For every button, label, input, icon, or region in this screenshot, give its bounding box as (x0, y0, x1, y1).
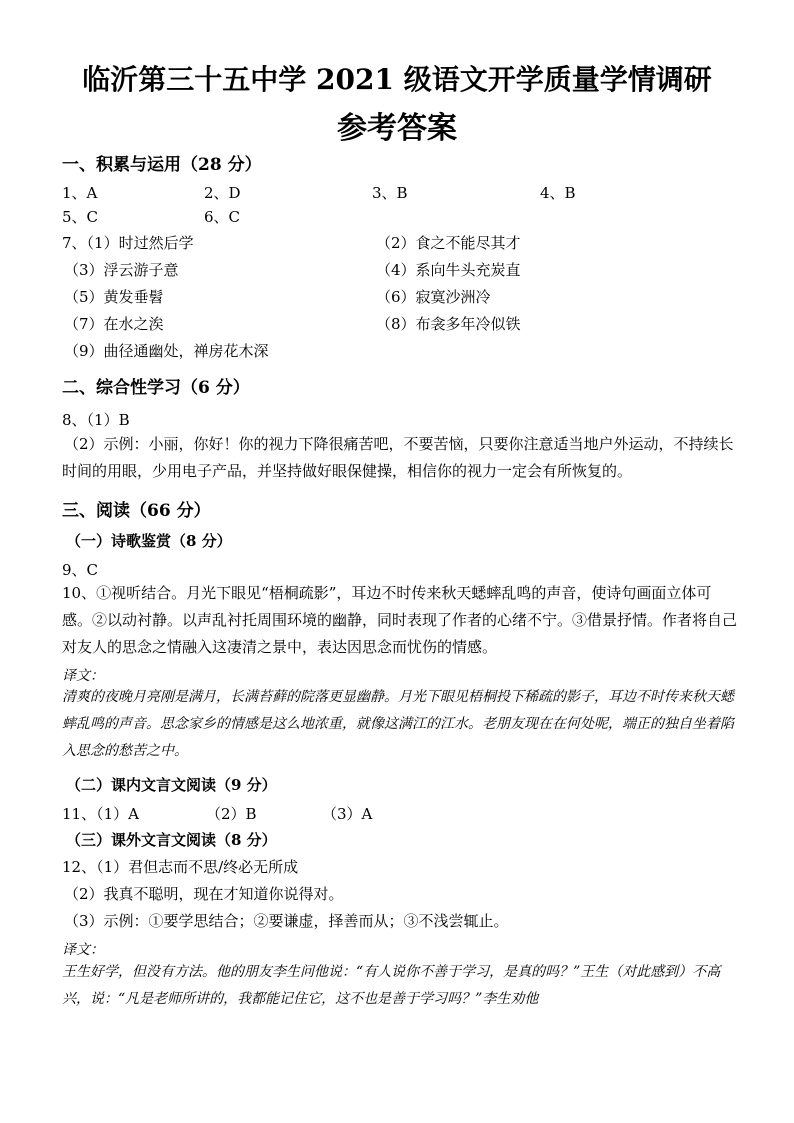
answer-7-8: （8）布衾多年冷似铁 (376, 315, 521, 333)
section-3-heading: 三、阅读（66 分） (62, 501, 211, 521)
answer-7-6: （6）寂寞沙洲冷 (376, 288, 491, 306)
answer-7-5: （5）黄发垂髫 (64, 288, 164, 306)
document-subtitle: 参考答案 (337, 111, 457, 146)
answer-2: 2、D (204, 184, 241, 202)
section-1-heading: 一、积累与运用（28 分） (62, 155, 262, 175)
answer-10: 10、①视听结合。月光下眼见“梧桐疏影”，耳边不时传来秋天蟋蟀乱鸣的声音，使诗句画面立体可感。②以动衬静。以声乱衬托周围环境的幽静，同时表现了作者的心绪不宁。③借景抒情。作者将自己对友人的思念之情融入这凄清之景中，表达因思念而忧伤的情感。 (62, 584, 738, 656)
answer-8-1: 8、（1）B (62, 411, 130, 429)
answer-7-3: （3）浮云游子意 (64, 261, 179, 279)
answer-11-2: （2）B (206, 805, 257, 823)
answer-6: 6、C (204, 208, 241, 226)
answer-7-1: 7、（1）时过然后学 (62, 234, 194, 252)
document-title: 临沂第三十五中学 2021 级语文开学质量学情调研 (82, 63, 712, 96)
answer-8-2: （2）示例：小丽，你好！你的视力下降很痛苦吧，不要苦恼，只要你注意适当地户外运动，不持续长时间的用眼，少用电子产品，并坚持做好眼保健操，相信你的视力一定会有所恢复的。 (62, 435, 734, 480)
subsection-poetry-heading: （一）诗歌鉴赏（8 分） (66, 532, 232, 550)
answer-7-4: （4）系向牛头充炭直 (376, 261, 521, 279)
answer-11-3: （3）A (322, 805, 373, 823)
answer-5: 5、C (62, 208, 99, 226)
answer-7-2: （2）食之不能尽其才 (376, 234, 521, 252)
answer-12-3: （3）示例：①要学思结合；②要谦虚，择善而从；③不浅尝辄止。 (64, 912, 509, 930)
answer-11-1: 11、（1）A (62, 805, 139, 823)
subsection-classical-in-class-heading: （二）课内文言文阅读（9 分） (66, 776, 277, 794)
translation-2: 王生好学，但没有方法。他的朋友李生问他说：“有人说你不善于学习，是真的吗？”王生（对此感到）不高兴，说：“凡是老师所讲的，我都能记住它，这不也是善于学习吗？”李生劝他 (62, 964, 721, 1007)
answer-1: 1、A (62, 184, 98, 202)
answer-3: 3、B (372, 184, 408, 202)
translation-1: 清爽的夜晚月亮刚是满月，长满苔藓的院落更显幽静。月光下眼见梧桐投下稀疏的影子，耳边不时传来秋天蟋蟀乱鸣的声音。思念家乡的情感是这么地浓重，就像这满江的江水。老朋友现在在何处呢，端正的独自坐着陷入思念的愁苦之中。 (62, 689, 734, 759)
answer-7-7: （7）在水之涘 (64, 315, 164, 333)
translation-label-1: 译文： (62, 668, 104, 684)
translation-label-2: 译文： (62, 942, 104, 958)
answer-12-1: 12、（1）君但志而不思/终必无所成 (62, 858, 299, 876)
subsection-classical-extra-heading: （三）课外文言文阅读（8 分） (66, 831, 277, 849)
answer-12-2: （2）我真不聪明，现在才知道你说得对。 (64, 885, 344, 903)
answer-9: 9、C (62, 561, 99, 579)
answer-7-9: （9）曲径通幽处，禅房花木深 (64, 342, 269, 360)
section-2-heading: 二、综合性学习（6 分） (62, 378, 250, 398)
answer-4: 4、B (540, 184, 576, 202)
